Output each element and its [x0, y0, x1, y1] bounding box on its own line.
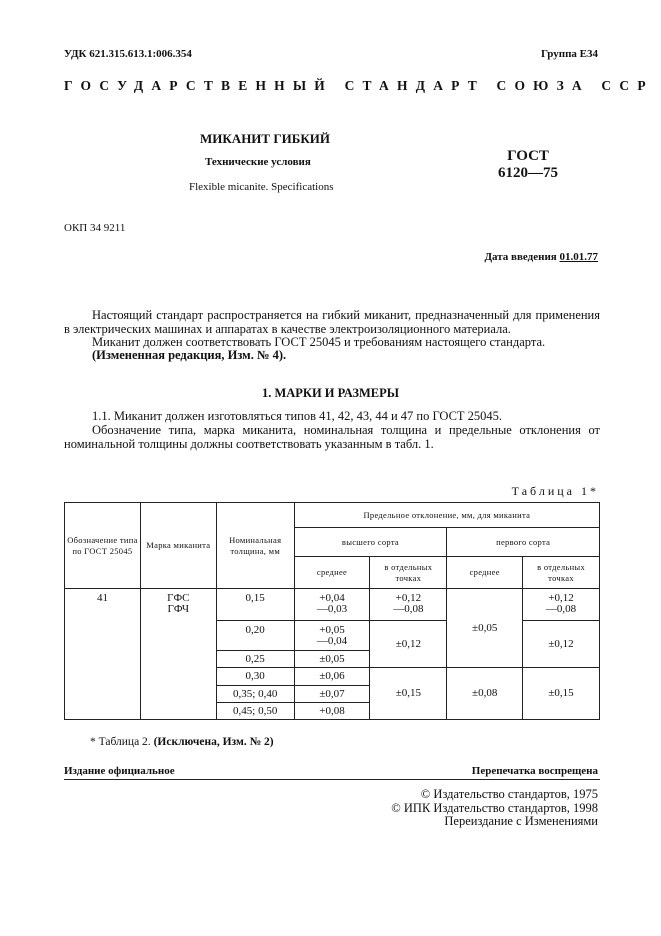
header-type: Обозначение типа по ГОСТ 25045 — [65, 503, 141, 589]
okp-code: ОКП 34 9211 — [64, 222, 126, 234]
table-caption: Таблица 1* — [511, 484, 599, 498]
highest-avg-cell: +0,08 — [294, 703, 370, 720]
highest-points-cell: ±0,15 — [370, 668, 447, 720]
header-first-avg: среднее — [447, 557, 523, 589]
mark-gfch: ГФЧ — [167, 603, 190, 615]
type-cell: 41 — [65, 589, 141, 720]
official-edition: Издание официальное — [64, 765, 175, 777]
table-footnote — [90, 736, 274, 748]
group-code: Группа Е34 — [540, 48, 598, 60]
deviation-plus: +0,04 — [319, 592, 345, 604]
udk-code: УДК 621.315.613.1:006.354 — [64, 48, 192, 60]
highest-avg-cell: ±0,07 — [294, 686, 370, 703]
deviation-minus: —0,08 — [545, 603, 577, 615]
specification-table — [64, 502, 600, 720]
document-subtitle: Технические условия — [205, 156, 311, 168]
mark-gfs: ГФС — [167, 592, 190, 604]
header-highest-avg: среднее — [294, 557, 370, 589]
first-avg-cell: ±0,08 — [447, 668, 523, 720]
footnote-amendment: (Исключена, Изм. № 2) — [153, 736, 274, 748]
gost-number — [498, 148, 558, 182]
highest-points-cell — [370, 589, 447, 621]
deviation-minus: —0,04 — [316, 635, 348, 647]
section-paragraph-1: 1.1. Миканит должен изготовляться типов 41, 42, 43, 44 и 47 по ГОСТ 25045. — [92, 409, 503, 423]
highest-avg-cell: ±0,05 — [294, 651, 370, 668]
header-first-points: в отдельных точках — [523, 557, 600, 589]
english-title: Flexible micanite. Specifications — [189, 181, 334, 193]
deviation-plus: +0,12 — [395, 592, 422, 604]
header-thickness: Номинальная толщина, мм — [216, 503, 294, 589]
highest-avg-cell: ±0,06 — [294, 668, 370, 686]
publisher-block — [391, 788, 598, 829]
first-points-cell: ±0,15 — [523, 668, 600, 720]
highest-points-cell: ±0,12 — [370, 621, 447, 668]
header-highest-grade: высшего сорта — [294, 528, 447, 557]
deviation-plus: +0,05 — [319, 624, 345, 636]
reprint-notice: Перепечатка воспрещена — [471, 765, 598, 777]
footer-divider — [64, 779, 600, 780]
thickness-cell: 0,15 — [216, 589, 294, 621]
date-label: Дата введения — [484, 251, 557, 263]
deviation-plus: +0,12 — [548, 592, 574, 604]
highest-avg-cell — [294, 621, 370, 651]
intro-amendment: (Измененная редакция, Изм. № 4). — [92, 348, 287, 362]
effective-date — [484, 251, 598, 263]
deviation-minus: —0,08 — [393, 603, 424, 615]
thickness-cell: 0,45; 0,50 — [216, 703, 294, 720]
table-row — [65, 589, 600, 621]
thickness-cell: 0,25 — [216, 651, 294, 668]
header-mark: Марка миканита — [140, 503, 216, 589]
first-avg-cell: ±0,05 — [447, 589, 523, 668]
thickness-cell: 0,35; 0,40 — [216, 686, 294, 703]
publisher-line-2: © ИПК Издательство стандартов, 1998 — [391, 800, 598, 815]
first-points-cell — [523, 589, 600, 621]
publisher-line-1: © Издательство стандартов, 1975 — [420, 787, 598, 801]
thickness-cell: 0,30 — [216, 668, 294, 686]
section-title: 1. МАРКИ И РАЗМЕРЫ — [261, 386, 400, 400]
footnote-text: * Таблица 2. — [90, 736, 151, 748]
date-value: 01.01.77 — [559, 251, 598, 263]
first-points-cell: ±0,12 — [523, 621, 600, 668]
gost-label: ГОСТ — [507, 148, 549, 164]
section-paragraph-2: Обозначение типа, марка миканита, номинальная толщина и предельные отклонения от номинальной толщины должны соответствовать указанным в табл. 1. — [64, 423, 600, 451]
document-title: МИКАНИТ ГИБКИЙ — [200, 131, 330, 146]
thickness-cell: 0,20 — [216, 621, 294, 651]
deviation-minus: —0,03 — [316, 603, 348, 615]
header-first-grade: первого сорта — [447, 528, 600, 557]
highest-avg-cell — [294, 589, 370, 621]
header-deviation: Предельное отклонение, мм, для миканита — [294, 503, 599, 528]
standard-banner: ГОСУДАРСТВЕННЫЙ СТАНДАРТ СОЮЗА ССР — [64, 78, 654, 93]
gost-code: 6120—75 — [498, 165, 558, 181]
intro-paragraph-1: Настоящий стандарт распространяется на гибкий миканит, предназначенный для применения в электрических машинах и аппаратах в качестве электроизоляционного материала. — [64, 308, 600, 336]
publisher-line-3: Переиздание с Изменениями — [444, 814, 598, 828]
header-highest-points: в отдельных точках — [370, 557, 447, 589]
mark-cell — [140, 589, 216, 720]
intro-paragraph-2: Миканит должен соответствовать ГОСТ 25045 и требованиям настоящего стандарта. — [92, 335, 546, 349]
